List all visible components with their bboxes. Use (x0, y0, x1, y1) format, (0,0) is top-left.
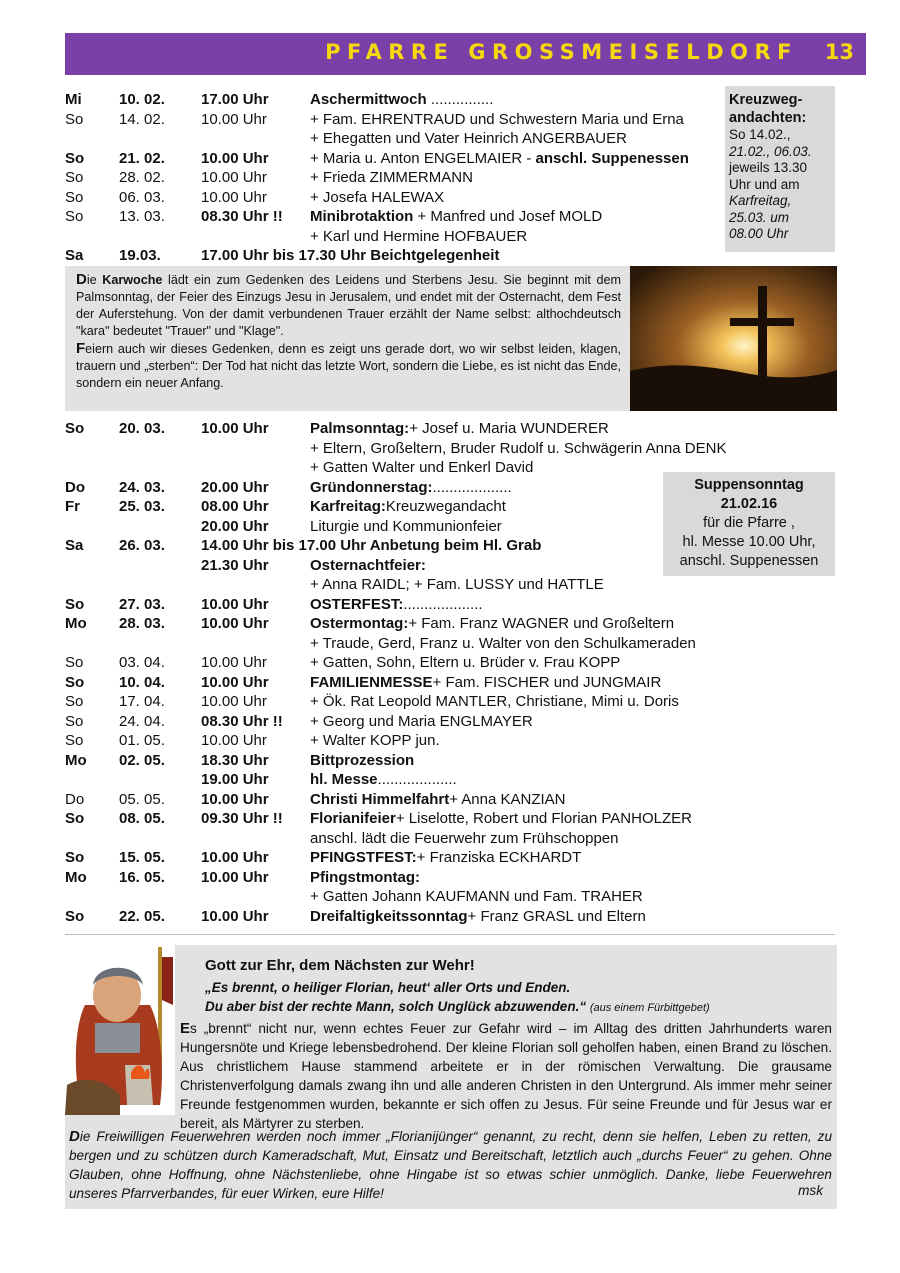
day: So (65, 208, 84, 225)
entry-text: + Anna RAIDL; + Fam. LUSSY und HATTLE (310, 576, 604, 593)
article-heading: Gott zur Ehr, dem Nächsten zur Wehr! (205, 957, 475, 974)
entry-text: Minibrotaktion + Manfred und Josef MOLD (310, 208, 603, 225)
day: Sa (65, 537, 84, 554)
schedule-row (65, 887, 865, 907)
time: 10.00 Uhr (201, 693, 267, 710)
box-title: Suppensonntag (694, 477, 804, 493)
date: 10. 02. (119, 91, 165, 108)
time: 10.00 Uhr (201, 149, 269, 167)
entry-text: + Gatten Walter und Enkerl David (310, 459, 534, 476)
day: So (65, 110, 84, 128)
quote-line: Du aber bist der rechte Mann, solch Unglück abzuwenden.“ (205, 999, 587, 1014)
day: So (65, 654, 84, 671)
box-line: So 14.02., (729, 127, 791, 142)
time: 10.00 Uhr (201, 673, 269, 691)
time: 10.00 Uhr (201, 420, 269, 437)
date: 05. 05. (119, 790, 165, 808)
drop-cap: F (76, 340, 86, 357)
day: So (65, 712, 84, 730)
text: ie Freiwilligen Feuerwehren werden noch immer „Florianijünger“ genannt, zu recht, denn sie helfen, Leben zu retten, zu bergen und zu schützen durch Kameradschaft, Mut, Einsatz und Bereitschaft, letztlich auch „durchs Feuer“ zu gehen. Ohne Glauben, ohne Hoffnung, ohne Nächstenliebe, ohne Hingabe ist so etwas schier unmöglich. Danke, liebe Feuerwehren unseres Pfarrverbandes, für euer Wirken, eure Hilfe! (69, 1129, 832, 1201)
schedule-row (65, 731, 865, 751)
schedule-row (65, 868, 865, 888)
entry-text: FAMILIENMESSE + Fam. FISCHER und JUNGMAIR (310, 673, 662, 691)
time: 10.00 Uhr (201, 654, 267, 671)
entry-text: Gründonnerstag: ................... (310, 478, 512, 496)
date: 19.03. (119, 247, 161, 264)
entry-text: + Walter KOPP jun. (310, 732, 440, 749)
day: So (65, 595, 85, 613)
date: 13. 03. (119, 208, 165, 225)
schedule-row (65, 829, 865, 849)
entry-text: + Georg und Maria ENGLMAYER (310, 712, 533, 730)
text-bold: Karwoche (102, 273, 163, 287)
entry-text: Christi Himmelfahrt + Anna KANZIAN (310, 790, 566, 808)
time: 17.00 Uhr (201, 91, 269, 108)
day: So (65, 693, 84, 710)
date: 25. 03. (119, 498, 165, 515)
box-title: Kreuzweg- (729, 92, 803, 108)
day: So (65, 673, 85, 691)
time: 10.00 Uhr (201, 907, 269, 925)
entry-text: Osternachtfeier: (310, 556, 426, 574)
schedule-row (65, 770, 865, 790)
time: 19.00 Uhr (201, 771, 269, 788)
schedule-row (65, 419, 865, 439)
day: So (65, 732, 84, 749)
day: Do (65, 790, 85, 808)
entry-text: + Gatten Johann KAUFMANN und Fam. TRAHER (310, 888, 643, 905)
entry-text: + Karl und Hermine HOFBAUER (310, 227, 528, 245)
box-line: für die Pfarre , (703, 515, 795, 531)
day: So (65, 810, 85, 827)
day: So (65, 849, 85, 866)
schedule-row (65, 751, 865, 771)
schedule-row (65, 809, 865, 829)
entry-text: hl. Messe ................... (310, 771, 457, 788)
time: 20.00 Uhr (201, 517, 269, 535)
date: 24. 04. (119, 712, 165, 730)
entry-text: Aschermittwoch ............... (310, 91, 494, 108)
time: 10.00 Uhr (201, 868, 269, 886)
entry-text: + Josefa HALEWAX (310, 188, 445, 206)
karwoche-text (76, 271, 621, 392)
parish-title: PFARRE GROSSMEISELDORF (325, 40, 798, 64)
date: 27. 03. (119, 595, 165, 613)
day: Mo (65, 615, 87, 632)
schedule-row (65, 790, 865, 810)
date: 06. 03. (119, 188, 165, 206)
time: 17.00 Uhr bis 17.30 Uhr Beichtgelegenheit (201, 247, 500, 264)
box-line: Uhr und am (729, 176, 800, 192)
time: 14.00 Uhr bis 17.00 Uhr Anbetung beim Hl. Grab (201, 537, 542, 554)
date: 17. 04. (119, 693, 165, 710)
drop-cap: D (69, 1128, 80, 1145)
time: 10.00 Uhr (201, 595, 269, 613)
entry-text: Florianifeier + Liselotte, Robert und Florian PANHOLZER (310, 810, 692, 827)
date: 22. 05. (119, 907, 165, 925)
entry-text: + Eltern, Großeltern, Bruder Rudolf u. Schwägerin Anna DENK (310, 439, 727, 457)
time: 20.00 Uhr (201, 478, 269, 496)
day: So (65, 420, 85, 437)
prayer-quote (205, 978, 710, 1018)
date: 10. 04. (119, 673, 165, 691)
time: 10.00 Uhr (201, 790, 269, 808)
entry-text: Pfingstmontag: (310, 868, 420, 886)
entry-text: Karfreitag: Kreuzwegandacht (310, 498, 506, 515)
time: 08.30 Uhr !! (201, 712, 283, 730)
entry-text: + Traude, Gerd, Franz u. Walter von den Schulkameraden (310, 634, 696, 652)
time: 10.00 Uhr (201, 188, 267, 206)
box-title: andachten: (729, 110, 807, 126)
kreuzweg-info-box (725, 86, 835, 252)
page-number: 13 (824, 40, 854, 64)
schedule-row (65, 614, 865, 634)
day: So (65, 149, 85, 167)
box-line: anschl. Suppenessen (679, 553, 819, 569)
box-line: 25.03. um (729, 209, 790, 225)
date: 24. 03. (119, 478, 165, 496)
text: lädt ein zum Gedenken des Leidens und Sterbens Jesu. Sie beginnt mit dem Palmsonntag, der Feier des Einzugs Jesu in Jerusalem, und endet mit der Osternacht, dem Fest der Auferstehung. Von der damit verbundenen Trauer erzählt der Name selbst: althochdeutsch "kara" bedeutet "Trauer" und "Klage". (76, 273, 621, 338)
schedule-row (65, 848, 865, 868)
box-line: hl. Messe 10.00 Uhr, (682, 534, 816, 550)
day: Mo (65, 751, 87, 769)
text: eiern auch wir dieses Gedenken, denn es zeigt uns gerade dort, wo wir selbst leiden, klagen, trauern und „sterben“: Der Tod hat nicht das letzte Wort, sondern die Liebe, es ist nicht das Ende, sondern ein neuer Anfang. (76, 342, 621, 390)
time: 18.30 Uhr (201, 751, 269, 769)
date: 15. 05. (119, 849, 165, 866)
entry-text: Ostermontag: + Fam. Franz WAGNER und Großeltern (310, 615, 675, 632)
day: Mo (65, 868, 87, 886)
section-divider (65, 934, 835, 935)
article-body (180, 1019, 832, 1133)
day: Mi (65, 91, 82, 108)
schedule-row (65, 439, 865, 459)
date: 02. 05. (119, 751, 165, 769)
date: 14. 02. (119, 110, 165, 128)
time: 10.00 Uhr (201, 732, 267, 749)
text: s „brennt“ nicht nur, wenn echtes Feuer zur Gefahr wird – im Alltag des dritten Jahrhunderts waren Hungersnöte und Kriege lebensbedrohend. Der kleine Florian soll geholfen haben, einen Brand zu löschen. Aus christlichem Hause stammend arbeitete er in der römischen Verwaltung. Die grausame Christenverfolgung damals zwang ihn und alle anderen Christen in den Untergrund. Als immer mehr seiner Freunde festgenommen wurden, bekannte er sich offen zu Jesus. Für seine Freunde und für Jesus war er bereit, als Märtyrer zu sterben. (180, 1021, 832, 1131)
entry-text: anschl. lädt die Feuerwehr zum Frühschoppen (310, 829, 619, 847)
entry-text: Bittprozession (310, 751, 415, 769)
box-line: 08.00 Uhr (729, 226, 789, 241)
date: 21. 02. (119, 149, 165, 167)
date: 01. 05. (119, 732, 165, 749)
day: So (65, 188, 84, 206)
entry-text: + Ök. Rat Leopold MANTLER, Christiane, Mimi u. Doris (310, 693, 679, 710)
schedule-row (65, 692, 865, 712)
quote-source: (aus einem Fürbittgebet) (589, 1002, 710, 1014)
cross-sunset-photo (630, 266, 837, 411)
time: 21.30 Uhr (201, 556, 269, 574)
entry-text: PFINGSTFEST: + Franziska ECKHARDT (310, 849, 582, 866)
article-footer (69, 1127, 832, 1203)
schedule-row (65, 907, 865, 927)
time: 09.30 Uhr !! (201, 810, 283, 827)
day: Do (65, 478, 85, 496)
date: 08. 05. (119, 810, 165, 827)
date: 16. 05. (119, 868, 165, 886)
time: 08.00 Uhr (201, 498, 269, 515)
time: 08.30 Uhr !! (201, 208, 283, 225)
entry-text: + Fam. EHRENTRAUD und Schwestern Maria und Erna (310, 110, 684, 128)
entry-text: Liturgie und Kommunionfeier (310, 517, 502, 535)
box-date: 21.02.16 (720, 496, 778, 512)
date: 28. 03. (119, 615, 165, 632)
schedule-row (65, 712, 865, 732)
box-line: jeweils 13.30 (729, 160, 808, 175)
florian-article (65, 945, 837, 1209)
date: 20. 03. (119, 420, 165, 437)
day: Sa (65, 247, 84, 264)
entry-text: Palmsonntag: + Josef u. Maria WUNDERER (310, 420, 609, 437)
day: Fr (65, 498, 80, 515)
schedule-row (65, 653, 865, 673)
author-signature: msk (798, 1183, 823, 1198)
box-line: Karfreitag, (729, 193, 792, 208)
schedule-row (65, 634, 865, 654)
box-line: 21.02., 06.03. (729, 143, 812, 159)
day: So (65, 169, 84, 186)
schedule-row (65, 673, 865, 693)
saint-florian-illustration (65, 945, 175, 1115)
page-header-banner (65, 33, 866, 75)
time: 10.00 Uhr (201, 615, 269, 632)
date: 26. 03. (119, 537, 165, 554)
entry-text: + Maria u. Anton ENGELMAIER - anschl. Suppenessen (310, 149, 689, 167)
text: ie (86, 273, 103, 287)
schedule-row (65, 595, 865, 615)
date: 03. 04. (119, 654, 165, 671)
quote-line: „Es brennt, o heiliger Florian, heut‘ aller Orts und Enden. (205, 980, 571, 995)
entry-text: OSTERFEST: ................... (310, 595, 483, 613)
suppensonntag-info-box (663, 472, 835, 576)
drop-cap: E (180, 1020, 191, 1037)
entry-text: + Frieda ZIMMERMANN (310, 169, 473, 186)
time: 10.00 Uhr (201, 849, 269, 866)
entry-text: + Ehegatten und Vater Heinrich ANGERBAUER (310, 130, 627, 147)
date: 28. 02. (119, 169, 165, 186)
entry-text: + Gatten, Sohn, Eltern u. Brüder v. Frau KOPP (310, 654, 621, 671)
schedule-row (65, 575, 865, 595)
time: 10.00 Uhr (201, 110, 267, 128)
entry-text: Dreifaltigkeitssonntag + Franz GRASL und Eltern (310, 907, 646, 925)
day: So (65, 907, 85, 925)
drop-cap: D (76, 271, 87, 288)
time: 10.00 Uhr (201, 169, 267, 186)
